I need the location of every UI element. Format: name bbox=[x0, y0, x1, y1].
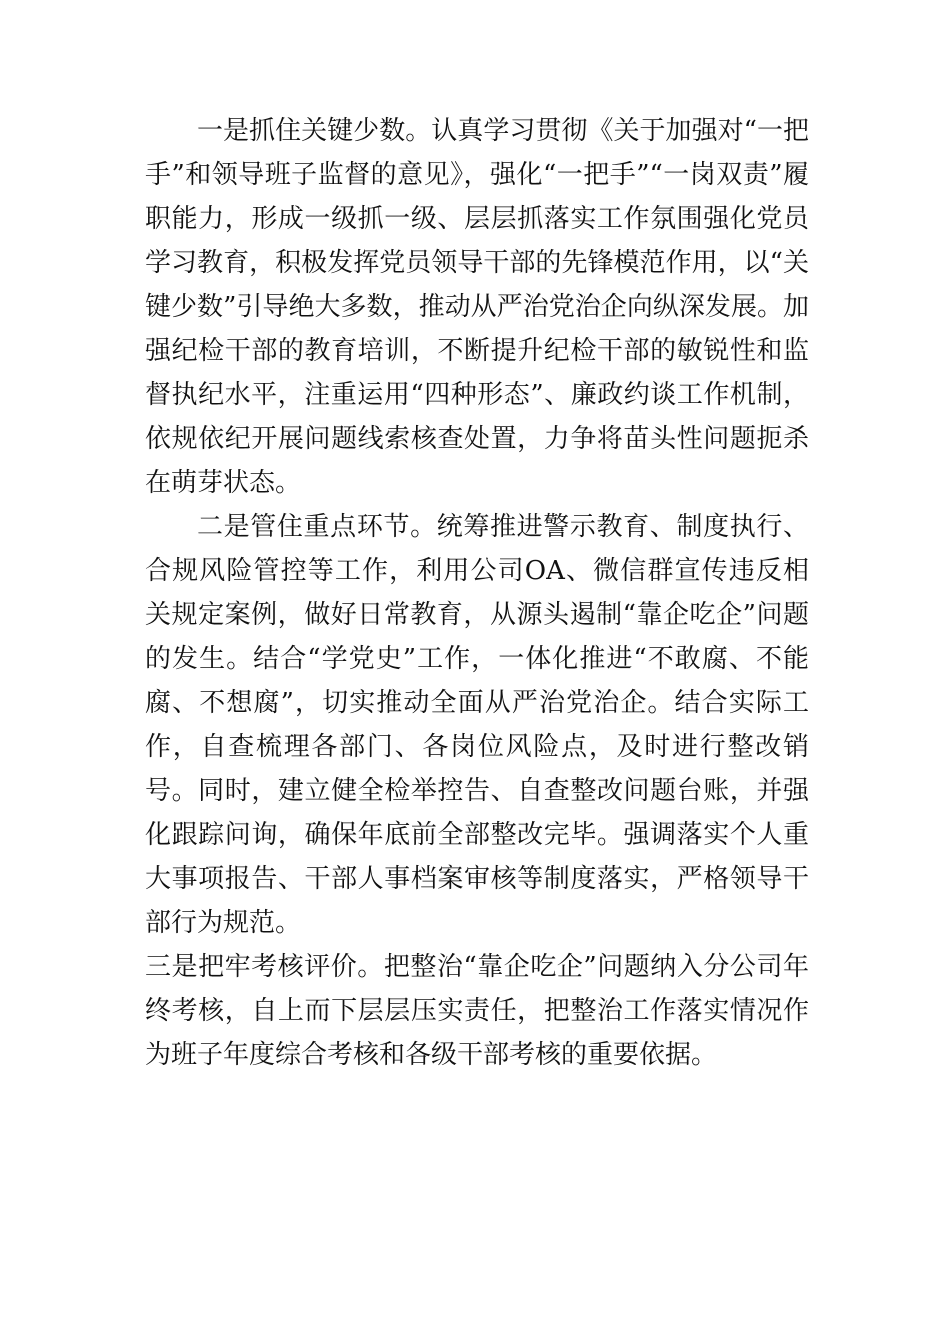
paragraph-key-links: 二是管住重点环节。统筹推进警示教育、制度执行、合规风险管控等工作，利用公司OA、微信群宣传违反相关规定案例，做好日常教育，从源头遏制“靠企吃企”问题的发生。结合“学党史”工作，一体化推进“不敢腐、不能腐、不想腐”，切实推动全面从严治党治企。结合实际工作，自查梳理各部门、各岗位风险点，及时进行整改销号。同时，建立健全检举控告、自查整改问题台账，并强化跟踪问询，确保年底前全部整改完毕。强调落实个人重大事项报告、干部人事档案审核等制度落实，严格领导干部行为规范。 bbox=[145, 512, 809, 938]
paragraph-key-minority: 一是抓住关键少数。认真学习贯彻《关于加强对“一把手”和领导班子监督的意见》，强化“一把手”“一岗双责”履职能力，形成一级抓一级、层层抓落实工作氛围强化党员学习教育，积极发挥党员领导干部的先锋模范作用，以“关键少数”引导绝大多数，推动从严治党治企向纵深发展。加强纪检干部的教育培训，不断提升纪检干部的敏锐性和监督执纪水平，注重运用“四种形态”、廉政约谈工作机制，依规依纪开展问题线索核查处置，力争将苗头性问题扼杀在萌芽状态。 bbox=[145, 116, 809, 498]
document-body bbox=[145, 109, 809, 1077]
paragraph-assessment: 三是把牢考核评价。把整治“靠企吃企”问题纳入分公司年终考核，自上而下层层压实责任，把整治工作落实情况作为班子年度综合考核和各级干部考核的重要依据。 bbox=[145, 952, 809, 1070]
